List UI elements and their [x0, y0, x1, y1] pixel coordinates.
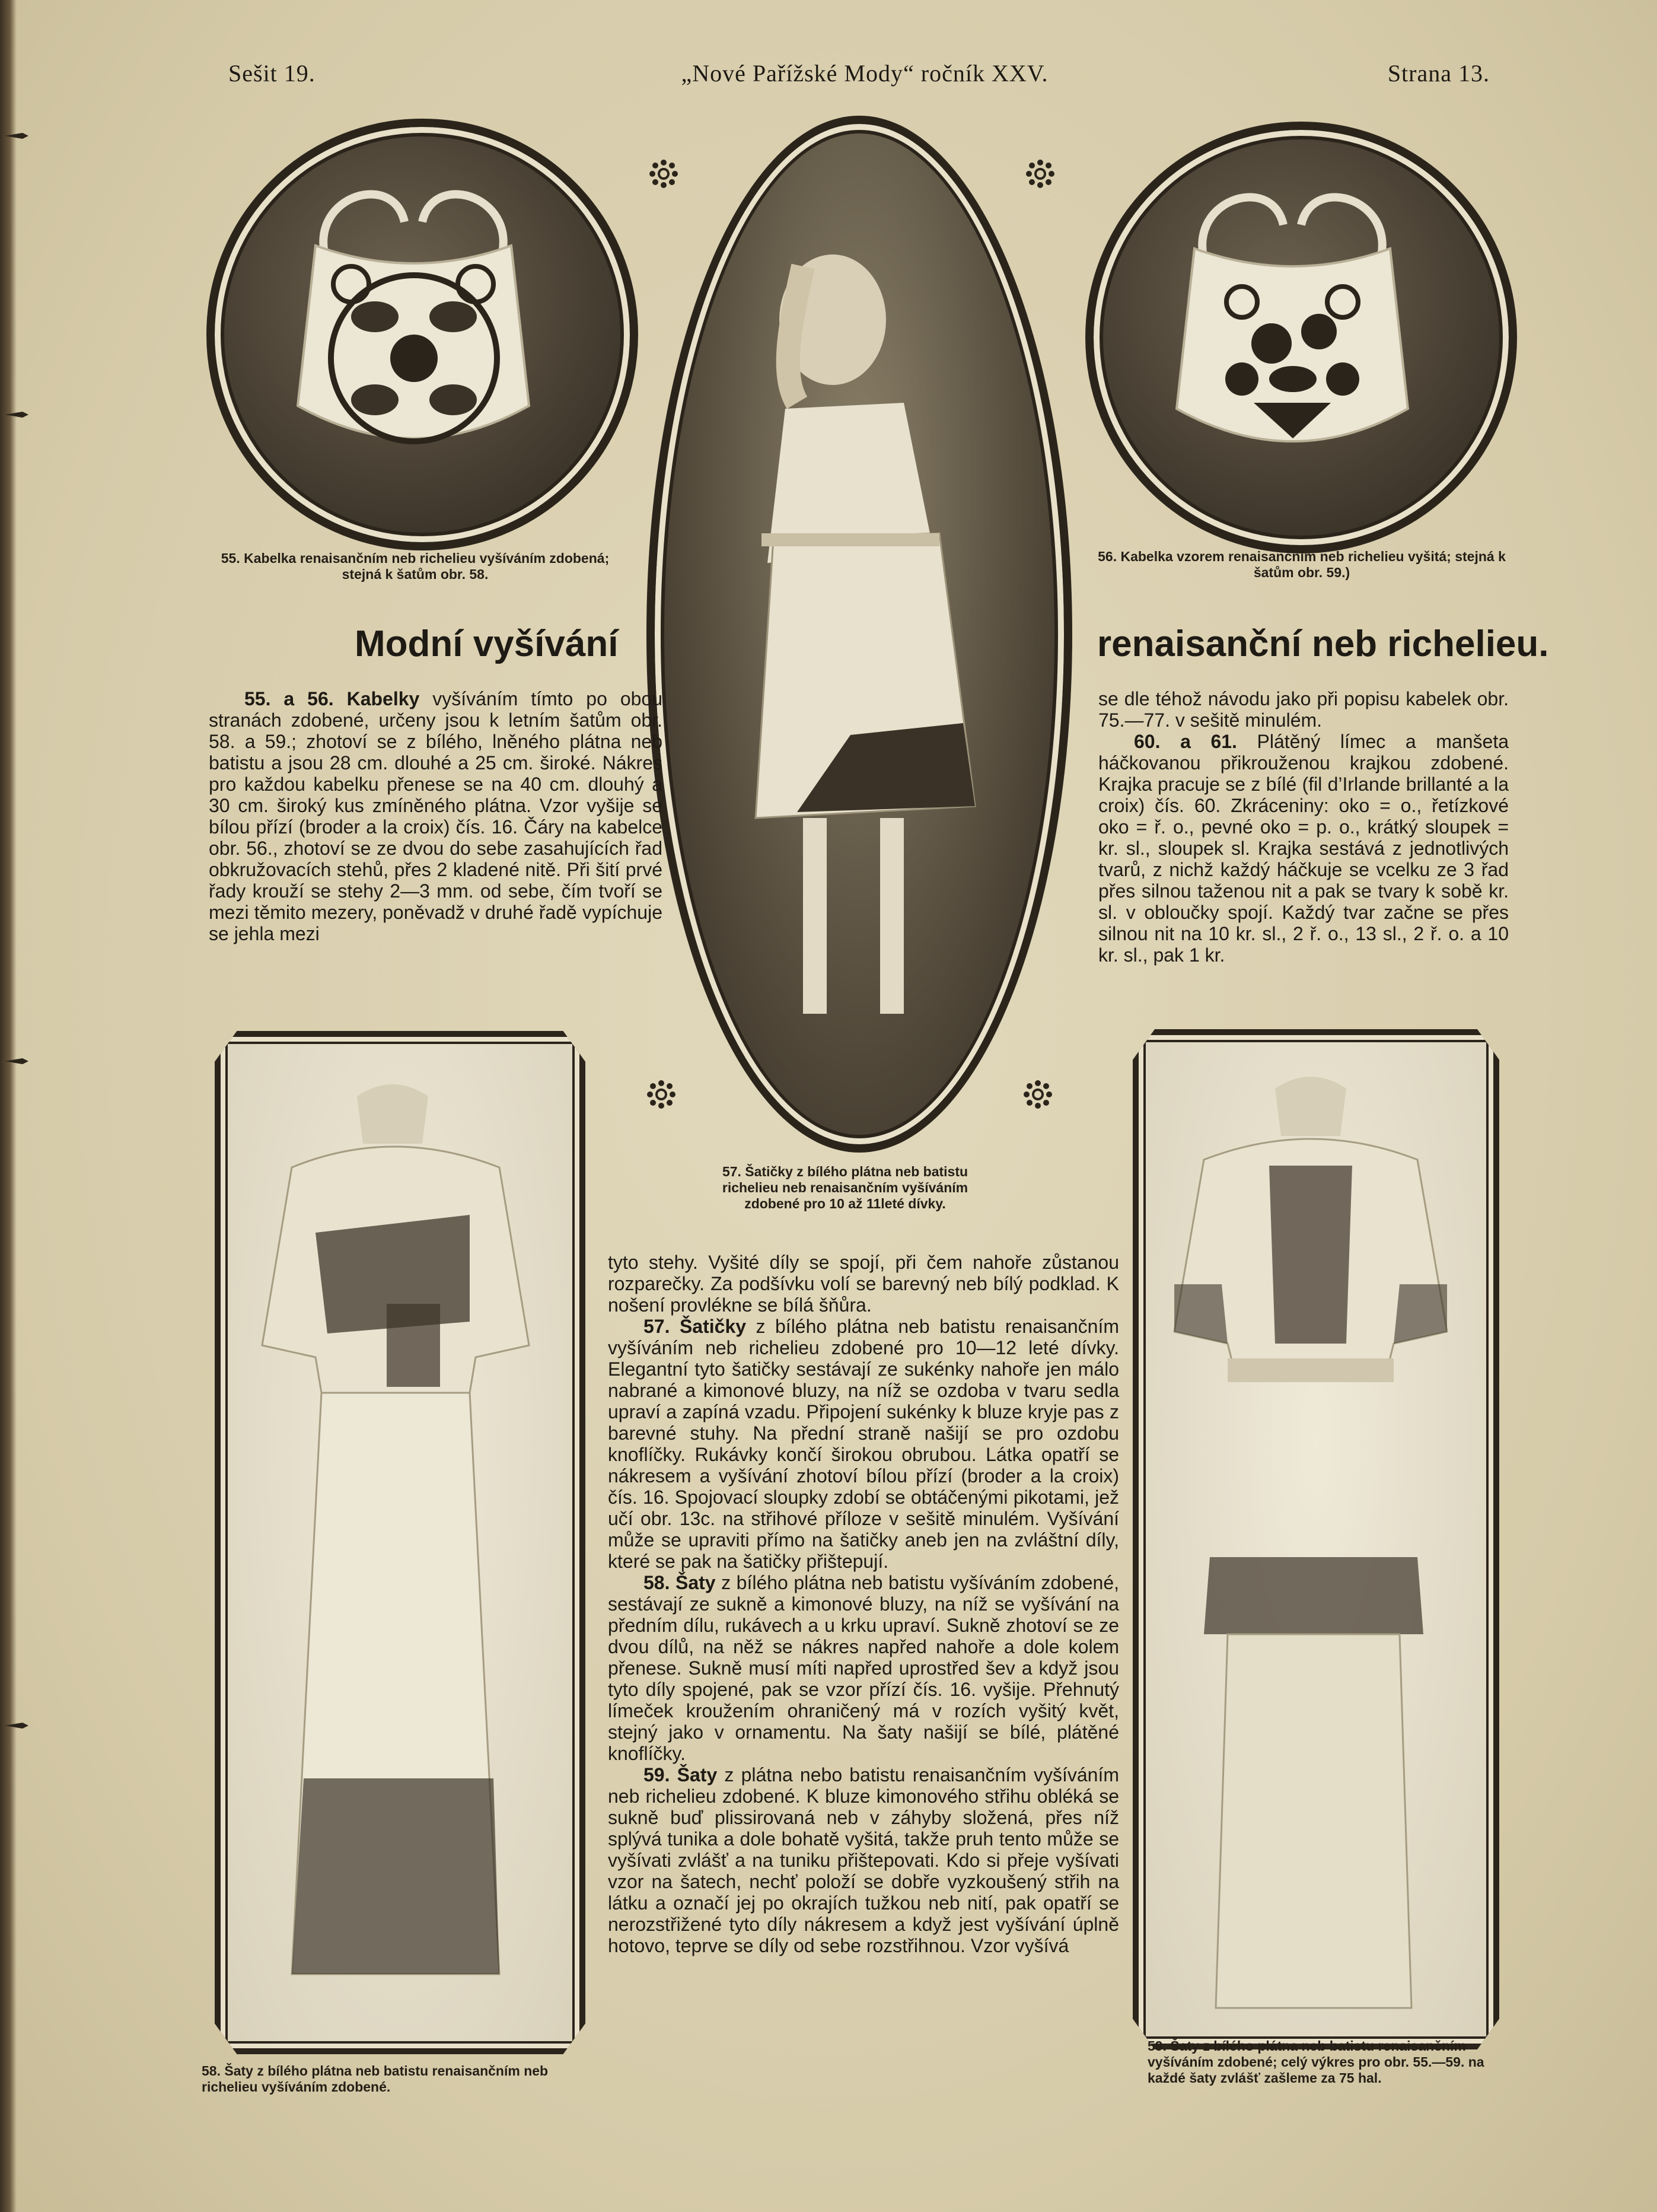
ornament-flower-icon: [645, 1078, 677, 1110]
figure-56-caption: 56. Kabelka vzorem renaisančním neb richelieu vyšitá; stejná k šatům obr. 59.): [1098, 549, 1506, 580]
header-magazine-title: „Nové Pařížské Mody“ ročník XXV.: [681, 60, 1049, 87]
paragraph-lead: 55. a 56. Kabelky: [244, 688, 420, 709]
paragraph-text: z plátna nebo batistu renaisančním vyšíváním neb richelieu zdobené. K bluze kimonového střihu obléká se sukně buď plissirovaná neb v záhyby složená, přes níž splývá tunika a dole bohatě vyšitá, takže pruh tento může se vyšívati zvlášť a na tuniku přištepovati. Kdo si přeje vyšívati vzor na šatech, nechť položí se dobře vyzkoušený střih na látku a označí jej po okrajích tužkou neb nití, pak opatří se nerozstřižené tyto díly nákresem a když jest vyšívání úplně hotovo, teprve se díly od sebe rozstřihnou. Vzor vyšívá: [608, 1764, 1120, 1956]
figure-57-caption: 57. Šatičky z bílého plátna neb batistu richelieu neb renaisančním vyšíváním zdobené pro 10 až 11leté dívky.: [722, 1164, 968, 1211]
paragraph-lead: 59. Šaty: [643, 1764, 718, 1785]
paragraph-text: vyšíváním tímto po obou stranách zdobené, určeny jsou k letním šatům obr. 58. a 59.; zhotoví se z bílého, lněného plátna neb batistu a jsou 28 cm. dlouhé a 25 cm. široké. Nákres pro každou kabelku přenese se na 40 cm. dlouhý a 30 cm. široký kus zmíněného plátna. Vzor vyšije se bílou přízí (broder a la croix) čís. 16. Čáry na kabelce obr. 56., zhotoví se ze dvou do sebe zasahujících řad obkružovacích stehů, přes 2 kladené nitě. Při šití prvé řady krouží se stehy 2—3 mm. od sebe, čím tvoří se mezi těmito mezery, poněvadž v druhé řadě vypíchuje se jehla mezi: [209, 688, 662, 944]
ornament-flower-icon: [648, 158, 680, 190]
header-issue-number: Sešit 19.: [228, 60, 316, 87]
paragraph-text: se dle téhož návodu jako při popisu kabelek obr. 75.—77. v sešitě minulém.: [1098, 688, 1509, 731]
article-column-middle-bottom: [608, 1252, 1119, 1956]
figure-59-caption: 59. Šaty z bílého plátna neb batistu renaisančním vyšíváním zdobené; celý výkres pro obr. 55.—59. na každé šaty zvlášť zašleme za 75 hal.: [1148, 2038, 1484, 2086]
binding-pin-icon: [5, 131, 28, 141]
binding-pin-icon: [5, 1720, 28, 1731]
paragraph-text: Plátěný límec a manšeta háčkovanou přikrouženou krajkou zdobené. Krajka pracuje se z bílé (fil d’Irlande brillanté a la croix) čís. 60. Zkráceniny: oko = o., řetízkové oko = ř. o., pevné oko = p. o., krátký sloupek = kr. sl., sloupek sl. Krajka sestává z jednotlivých tvarů, z nichž každý háčkuje se vcelku ze 3 řad přes silnou taženou nit a pak se tvary k sobě kr. sl. v obloučky spojí. Každý tvar začne se přes silnou nit na 10 kr. sl., 2 ř. o., 13 sl., 2 ř. o. a 10 kr. sl., pak 1 kr.: [1098, 731, 1509, 966]
article-column-left-top: [209, 688, 662, 944]
header-page-number: Strana 13.: [1387, 60, 1490, 87]
headline-right: renaisanční neb richelieu.: [1097, 623, 1549, 664]
binding-pin-icon: [5, 409, 28, 420]
figure-57-girl-dress-image: [646, 116, 1072, 1153]
figure-58-caption: 58. Šaty z bílého plátna neb batistu renaisančním neb richelieu vyšíváním zdobené.: [202, 2063, 549, 2095]
figure-55-caption: 55. Kabelka renaisančním neb richelieu vyšíváním zdobená; stejná k šatům obr. 58.: [221, 550, 610, 582]
paragraph-lead: 60. a 61.: [1134, 731, 1237, 752]
figure-56-handbag-image: [1085, 122, 1517, 553]
headline-left: Modní vyšívání: [355, 623, 619, 664]
ornament-flower-icon: [1024, 158, 1056, 190]
paragraph-text: tyto stehy. Vyšité díly se spojí, při čem nahoře zůstanou rozparečky. Za podšívku volí se barevný neb bílý podklad. K nošení provlékne se bílá šňůra.: [608, 1252, 1119, 1316]
paragraph-lead: 58. Šaty: [643, 1572, 716, 1593]
paragraph-lead: 57. Šatičky: [643, 1316, 747, 1337]
figure-59-dress-image: [1133, 1029, 1499, 2049]
figure-55-handbag-image: [206, 119, 638, 550]
binding-pin-icon: [5, 1056, 28, 1067]
figure-58-dress-image: [215, 1031, 585, 2054]
paragraph-text: z bílého plátna neb batistu vyšíváním zdobené, sestávají ze sukně a kimonové bluzy, na níž se vyšívání na předním dílu, rukávech a u krku upraví. Sukně zhotoví se ze dvou dílů, na něž se nákres napřed nahoře a dole kolem přenese. Sukně musí míti napřed uprostřed šev a když jsou tyto díly spojené, pak se vzor přízí čís. 16. vyšije. Přehnutý límeček kroužením ohraničený má v rozích vyšitý květ, stejný jako v ornamentu. Na šaty našijí se bílé, plátěné knoflíčky.: [608, 1572, 1120, 1764]
paragraph-text: z bílého plátna neb batistu renaisančním vyšíváním neb richelieu zdobené pro 10—12 leté dívky. Elegantní tyto šatičky sestávají ze sukénky nahoře jen málo nabrané a kimonové bluzy, na níž se ozdoba v tvaru sedla upraví a zapíná vzadu. Připojení sukénky k bluze kryje pas z barevné stuhy. Na přední straně našijí se pro ozdobu knoflíčky. Rukávky končí širokou obrubou. Látka opatří se nákresem a vyšívání zhotoví bílou přízí (broder a la croix) čís. 16. Spojovací sloupky zdobí se obtáčenými pikotami, jež učí obr. 13c. na střihové příloze v sešitě minulém. Vyšívání může se upraviti přímo na šatičky aneb jen na zvláštní díly, které se pak na šatičky přištepují.: [608, 1316, 1120, 1572]
page-binding-edge: [0, 0, 17, 2212]
ornament-flower-icon: [1022, 1078, 1054, 1110]
article-column-right-top: [1098, 688, 1509, 966]
